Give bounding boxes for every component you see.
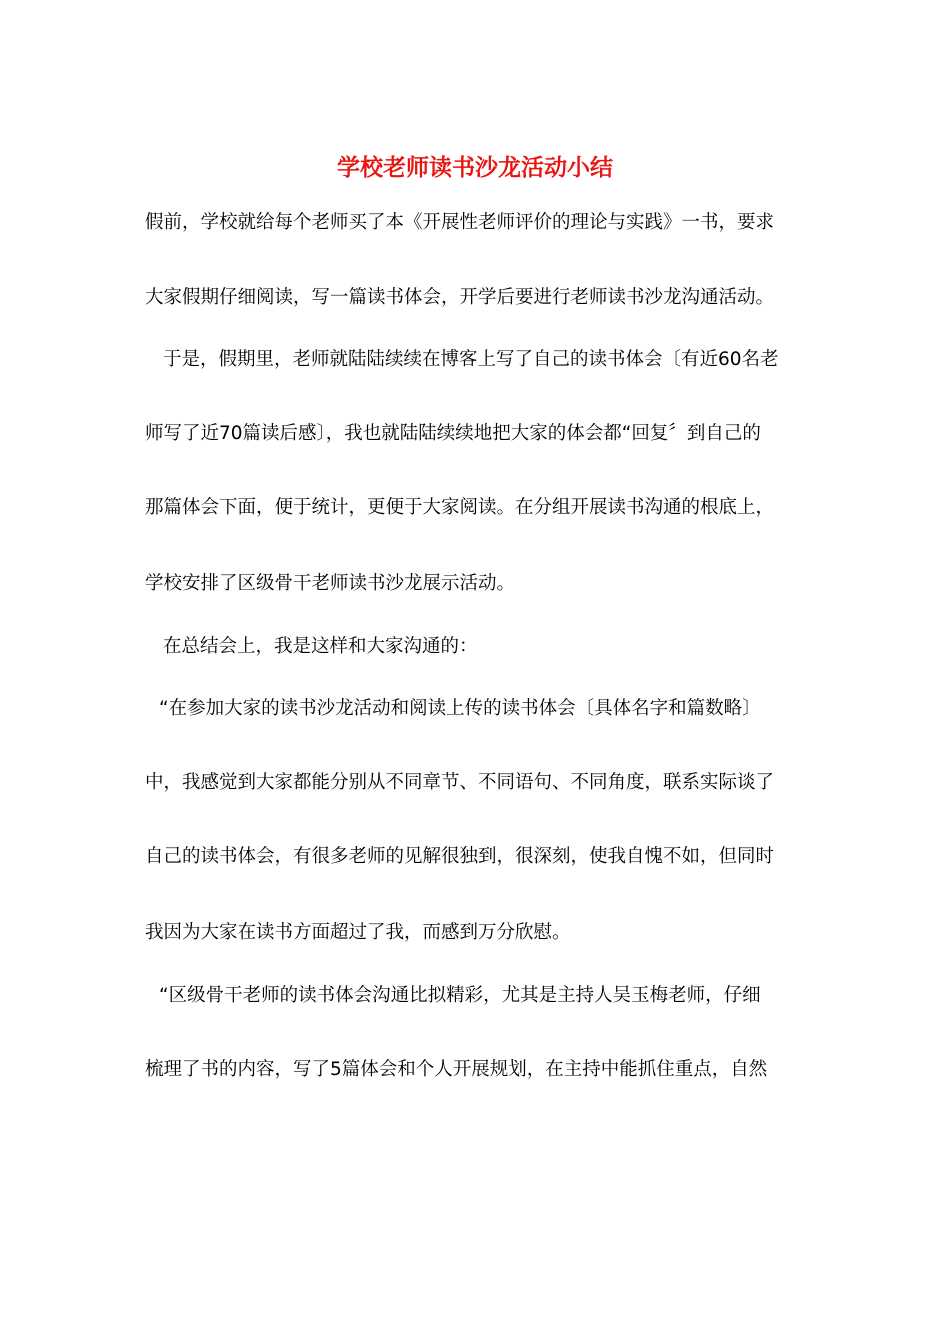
body-line: 中，我感觉到大家都能分别从不同章节、不同语句、不同角度，联系实际谈了 <box>145 772 775 793</box>
body-line: 师写了近70篇读后感〕，我也就陆陆续续地把大家的体会都“回复〞到自己的 <box>145 423 761 444</box>
body-line: “区级骨干老师的读书体会沟通比拟精彩，尤其是主持人吴玉梅老师，仔细 <box>159 985 761 1006</box>
body-line: 大家假期仔细阅读，写一篇读书体会，开学后要进行老师读书沙龙沟通活动。 <box>145 287 775 308</box>
body-line: 自己的读书体会，有很多老师的见解很独到，很深刻，使我自愧不如，但同时 <box>145 846 775 867</box>
body-line: 梳理了书的内容，写了5篇体会和个人开展规划，在主持中能抓住重点，自然 <box>145 1059 768 1080</box>
body-line: 假前，学校就给每个老师买了本《开展性老师评价的理论与实践》一书，要求 <box>145 212 775 233</box>
body-line: 学校安排了区级骨干老师读书沙龙展示活动。 <box>145 573 516 594</box>
body-line: 于是，假期里，老师就陆陆续续在博客上写了自己的读书体会〔有近60名老 <box>163 349 779 370</box>
body-line: “在参加大家的读书沙龙活动和阅读上传的读书体会〔具体名字和篇数略〕 <box>159 698 761 719</box>
body-line: 那篇体会下面，便于统计，更便于大家阅读。在分组开展读书沟通的根底上， <box>145 497 775 518</box>
document-title: 学校老师读书沙龙活动小结 <box>337 154 613 181</box>
body-line: 我因为大家在读书方面超过了我，而感到万分欣慰。 <box>145 922 571 943</box>
body-line: 在总结会上，我是这样和大家沟通的： <box>163 636 478 657</box>
